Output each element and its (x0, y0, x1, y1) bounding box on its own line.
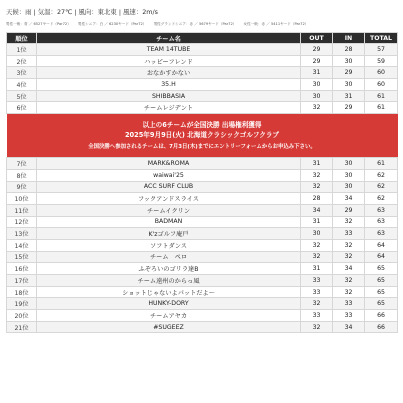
table-row (7, 298, 398, 310)
total-score-cell: 61 (365, 158, 398, 170)
in-score-cell: 30 (333, 158, 365, 170)
table-row (7, 204, 398, 216)
total-score-cell: 62 (365, 193, 398, 205)
team-name-cell: おなかすかない (37, 67, 301, 79)
out-score-cell: 29 (301, 55, 333, 67)
in-score-cell: 33 (333, 310, 365, 322)
header-out: OUT (301, 33, 333, 44)
rank-cell: 15位 (7, 251, 37, 263)
rank-cell: 7位 (7, 158, 37, 170)
rank-cell: 6位 (7, 102, 37, 114)
notice-qualified: 以上の6チームが全国決勝 出場権利獲得 (142, 120, 262, 129)
table-header-row (7, 33, 398, 44)
in-score-cell: 34 (333, 193, 365, 205)
rank-cell: 20位 (7, 310, 37, 322)
team-name-cell: SHIBBASIA (37, 90, 301, 102)
header-rank: 順位 (7, 33, 37, 44)
rank-cell: 1位 (7, 44, 37, 56)
team-name-cell: waiwai'25 (37, 169, 301, 181)
table-row (7, 251, 398, 263)
rank-cell: 14位 (7, 239, 37, 251)
in-score-cell: 33 (333, 298, 365, 310)
total-score-cell: 66 (365, 310, 398, 322)
total-score-cell: 61 (365, 90, 398, 102)
notice-cell (7, 114, 398, 158)
team-name-cell: HUNKY-DORY (37, 298, 301, 310)
header-team: チーム名 (37, 33, 301, 44)
total-score-cell: 60 (365, 79, 398, 91)
tee-women-general: 女性一般：赤 ／ 5411ヤード（Par72） (243, 22, 309, 26)
out-score-cell: 32 (301, 298, 333, 310)
rank-cell: 9位 (7, 181, 37, 193)
in-score-cell: 32 (333, 216, 365, 228)
team-name-cell: TEAM 14TUBE (37, 44, 301, 56)
notice-final-date: 2025年9月9日(火) 北海道クラシックゴルフクラブ (124, 131, 280, 140)
rank-cell: 10位 (7, 193, 37, 205)
rank-cell: 12位 (7, 216, 37, 228)
total-score-cell: 65 (365, 263, 398, 275)
table-row (7, 79, 398, 91)
out-score-cell: 33 (301, 310, 333, 322)
rank-cell: 13位 (7, 228, 37, 240)
out-score-cell: 31 (301, 263, 333, 275)
in-score-cell: 30 (333, 55, 365, 67)
out-score-cell: 32 (301, 181, 333, 193)
out-score-cell: 31 (301, 67, 333, 79)
table-row (7, 67, 398, 79)
table-row (7, 321, 398, 333)
qualification-notice (7, 114, 398, 158)
total-score-cell: 63 (365, 204, 398, 216)
rank-cell: 2位 (7, 55, 37, 67)
out-score-cell: 31 (301, 158, 333, 170)
out-score-cell: 30 (301, 79, 333, 91)
rank-cell: 18位 (7, 286, 37, 298)
tee-men-grand-senior: 男性グランドシニア：赤 ／ 5679ヤード（Par72） (153, 22, 237, 26)
team-name-cell: 35.H (37, 79, 301, 91)
table-row (7, 55, 398, 67)
table-row (7, 102, 398, 114)
total-score-cell: 63 (365, 228, 398, 240)
header-total: TOTAL (365, 33, 398, 44)
out-score-cell: 32 (301, 321, 333, 333)
team-name-cell: チームイクリン (37, 204, 301, 216)
team-name-cell: BADMAN (37, 216, 301, 228)
in-score-cell: 30 (333, 181, 365, 193)
table-row (7, 228, 398, 240)
out-score-cell: 29 (301, 44, 333, 56)
table-row (7, 193, 398, 205)
out-score-cell: 33 (301, 286, 333, 298)
in-score-cell: 34 (333, 321, 365, 333)
total-score-cell: 63 (365, 216, 398, 228)
in-score-cell: 30 (333, 169, 365, 181)
in-score-cell: 31 (333, 90, 365, 102)
table-row (7, 44, 398, 56)
total-score-cell: 64 (365, 251, 398, 263)
table-row (7, 90, 398, 102)
results-table (6, 32, 398, 333)
total-score-cell: 66 (365, 321, 398, 333)
team-name-cell: K'zゴルフ庵戸 (37, 228, 301, 240)
total-score-cell: 57 (365, 44, 398, 56)
notice-entry-deadline: 全国決勝へ参加されるチームは、7月3日(木)までにエントリーフォームからお申込み下さい。 (88, 143, 316, 150)
table-row (7, 181, 398, 193)
total-score-cell: 62 (365, 169, 398, 181)
total-score-cell: 61 (365, 102, 398, 114)
team-name-cell: チームアヤカ (37, 310, 301, 322)
in-score-cell: 32 (333, 275, 365, 287)
tee-men-general: 男性一般：青 ／ 6527ヤード（Par72） (6, 22, 71, 26)
table-row (7, 263, 398, 275)
in-score-cell: 29 (333, 67, 365, 79)
rank-cell: 3位 (7, 67, 37, 79)
out-score-cell: 31 (301, 216, 333, 228)
team-name-cell: ふぞろいのゴリラ達B (37, 263, 301, 275)
team-name-cell: ショットじゃないよパットだよ〜 (37, 286, 301, 298)
table-row (7, 239, 398, 251)
team-name-cell: フックアンドスライス (37, 193, 301, 205)
team-name-cell: ACC SURF CLUB (37, 181, 301, 193)
rank-cell: 8位 (7, 169, 37, 181)
in-score-cell: 34 (333, 263, 365, 275)
rank-cell: 17位 (7, 275, 37, 287)
total-score-cell: 62 (365, 181, 398, 193)
table-row (7, 169, 398, 181)
total-score-cell: 60 (365, 67, 398, 79)
notice-section (7, 114, 398, 158)
table-row (7, 275, 398, 287)
course-tee-info (6, 22, 314, 27)
total-score-cell: 65 (365, 298, 398, 310)
total-score-cell: 65 (365, 286, 398, 298)
team-name-cell: MARK&ROMA (37, 158, 301, 170)
out-score-cell: 32 (301, 239, 333, 251)
out-score-cell: 28 (301, 193, 333, 205)
total-score-cell: 65 (365, 275, 398, 287)
team-name-cell: チーム遠州のからっ風 (37, 275, 301, 287)
in-score-cell: 32 (333, 239, 365, 251)
out-score-cell: 32 (301, 102, 333, 114)
table-row (7, 310, 398, 322)
in-score-cell: 30 (333, 79, 365, 91)
total-score-cell: 59 (365, 55, 398, 67)
rank-cell: 19位 (7, 298, 37, 310)
table-row (7, 286, 398, 298)
rank-cell: 21位 (7, 321, 37, 333)
table-row (7, 216, 398, 228)
total-score-cell: 64 (365, 239, 398, 251)
team-name-cell: ハッピーフレンド (37, 55, 301, 67)
table-row (7, 158, 398, 170)
in-score-cell: 32 (333, 251, 365, 263)
team-name-cell: チームレジデント (37, 102, 301, 114)
out-score-cell: 34 (301, 204, 333, 216)
team-name-cell: チーム ペロ (37, 251, 301, 263)
in-score-cell: 29 (333, 204, 365, 216)
in-score-cell: 28 (333, 44, 365, 56)
results-bottom-rows (7, 158, 398, 333)
rank-cell: 11位 (7, 204, 37, 216)
rank-cell: 16位 (7, 263, 37, 275)
results-top-rows (7, 44, 398, 114)
header-in: IN (333, 33, 365, 44)
tee-men-senior: 男性シニア：白 ／ 6230ヤード（Par72） (77, 22, 147, 26)
out-score-cell: 32 (301, 169, 333, 181)
in-score-cell: 33 (333, 228, 365, 240)
out-score-cell: 30 (301, 90, 333, 102)
in-score-cell: 32 (333, 286, 365, 298)
team-name-cell: ソフトダンス (37, 239, 301, 251)
weather-info: 天候：雨 | 気温：27℃ | 風向：東北東 | 風速：2m/s (6, 8, 158, 16)
out-score-cell: 30 (301, 228, 333, 240)
out-score-cell: 32 (301, 251, 333, 263)
rank-cell: 5位 (7, 90, 37, 102)
rank-cell: 4位 (7, 79, 37, 91)
out-score-cell: 33 (301, 275, 333, 287)
in-score-cell: 29 (333, 102, 365, 114)
team-name-cell: #SUGEEZ (37, 321, 301, 333)
